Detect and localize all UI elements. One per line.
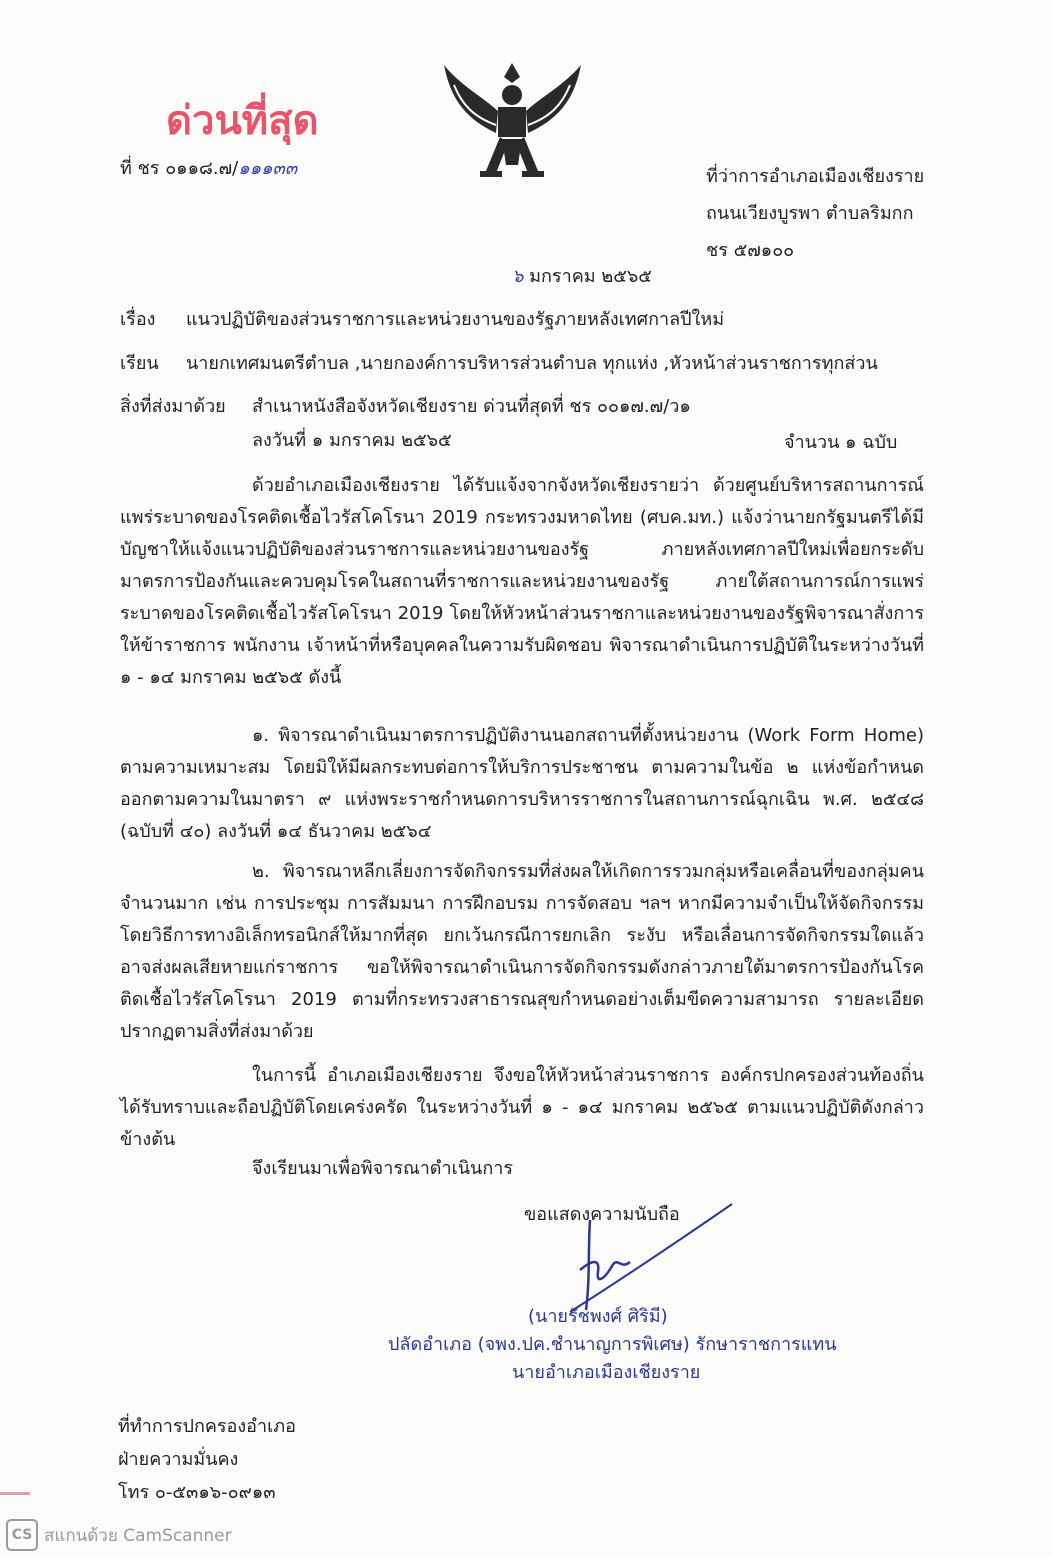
recipient-text: นายกเทศมนตรีตำบล ,นายกองค์การบริหารส่วนตำบล ทุกแห่ง ,หัวหน้าส่วนราชการทุกส่วน: [186, 353, 878, 374]
signatory-position: ปลัดอำเภอ (จพง.ปค.ชำนาญการพิเศษ) รักษาราชการแทน: [388, 1334, 837, 1355]
body-paragraph-4: [120, 1060, 924, 1156]
camscanner-logo-icon: CS: [6, 1519, 38, 1551]
camscanner-text: สแกนด้วย CamScanner: [44, 1525, 232, 1546]
enclosure-line-1: สำเนาหนังสือจังหวัดเชียงราย ด่วนที่สุดที่ ชร ๐๐๑๗.๗/ว๑: [252, 396, 691, 417]
signatory-title: นายอำเภอเมืองเชียงราย: [512, 1362, 701, 1383]
contact-office: ที่ทำการปกครองอำเภอ: [118, 1416, 296, 1437]
body-paragraph-1: [120, 470, 924, 694]
address-line: ถนนเวียงบูรพา ตำบลริมกก: [706, 203, 914, 224]
subject-text: แนวปฏิบัติของส่วนราชการและหน่วยงานของรัฐภายหลังเทศกาลปีใหม่: [186, 309, 725, 330]
document-number-handwritten: ๑๑๑๓๓: [238, 158, 298, 179]
camscanner-watermark: [6, 1519, 232, 1551]
enclosure-line-2: ลงวันที่ ๑ มกราคม ๒๕๖๕: [252, 430, 452, 451]
contact-phone: โทร ๐-๕๓๑๖-๐๙๑๓: [118, 1482, 276, 1503]
document-number-prefix: ที่ ชร ๐๑๑๘.๗/: [120, 158, 239, 179]
paragraph-text: ในการนี้ อำเภอเมืองเชียงราย จึงขอให้หัวหน้าส่วนราชการ องค์กรปกครองส่วนท้องถิ่นได้รับทราบและถือปฏิบัติโดยเคร่งครัด ในระหว่างวันที่ ๑ - ๑๔ มกราคม ๒๕๖๕ ตามแนวปฏิบัติดังกล่าวข้างต้น: [120, 1065, 924, 1150]
paragraph-text: ๑. พิจารณาดำเนินมาตรการปฏิบัติงานนอกสถานที่ตั้งหน่วยงาน (Work Form Home) ตามความเหมาะสม โดยมิให้มีผลกระทบต่อการให้บริการประชาชน ตามความในข้อ ๒ แห่งข้อกำหนดออกตามความในมาตรา ๙ แห่งพระราชกำหนดการบริหารราชการในสถานการณ์ฉุกเฉิน พ.ศ. ๒๕๔๘ (ฉบับที่ ๔๐) ลงวันที่ ๑๔ ธันวาคม ๒๕๖๔: [120, 725, 924, 842]
closing-phrase: ขอแสดงความนับถือ: [524, 1204, 680, 1225]
signatory-name: (นายรัชพงศ์ ศิริมี): [528, 1306, 668, 1327]
enclosure-label: สิ่งที่ส่งมาด้วย: [120, 396, 226, 417]
contact-block: [118, 1410, 296, 1509]
address-line: ที่ว่าการอำเภอเมืองเชียงราย: [706, 166, 925, 187]
subject-label: เรื่อง: [120, 309, 156, 330]
paragraph-text: จึงเรียนมาเพื่อพิจารณาดำเนินการ: [252, 1158, 514, 1179]
document-date: [512, 266, 652, 288]
date-day-handwritten: ๖: [512, 266, 524, 287]
address-line: ชร ๕๗๑๐๐: [706, 240, 795, 261]
recipient-label: เรียน: [120, 353, 159, 374]
date-month-year: มกราคม ๒๕๖๕: [529, 266, 652, 287]
body-paragraph-2: [120, 720, 924, 848]
sender-address: [706, 158, 924, 269]
body-paragraph-3: [120, 856, 924, 1048]
body-paragraph-5: [120, 1153, 924, 1185]
contact-division: ฝ่ายความมั่นคง: [118, 1449, 239, 1470]
enclosure-count: จำนวน ๑ ฉบับ: [784, 432, 898, 453]
paragraph-text: ๒. พิจารณาหลีกเลี่ยงการจัดกิจกรรมที่ส่งผลให้เกิดการรวมกลุ่มหรือเคลื่อนที่ของกลุ่มคนจำนวนมาก เช่น การประชุม การสัมมนา การฝึกอบรม การจัดสอบ ฯลฯ หากมีความจำเป็นให้จัดกิจกรรมโดยวิธีการทางอิเล็กทรอนิกส์ให้มากที่สุด ยกเว้นกรณีการยกเลิก ระงับ หรือเลื่อนการจัดกิจกรรมใดแล้วอาจส่งผลเสียหายแก่ราชการ ขอให้พิจารณาดำเนินการจัดกิจกรรมดังกล่าวภายใต้มาตรการป้องกันโรคติดเชื้อไวรัสโคโรนา 2019 ตามที่กระทรวงสาธารณสุขกำหนดอย่างเต็มขีดความสามารถ รายละเอียดปรากฏตามสิ่งที่ส่งมาด้วย: [120, 861, 924, 1042]
urgent-stamp: ด่วนที่สุด: [166, 97, 319, 144]
paragraph-text: ด้วยอำเภอเมืองเชียงราย ได้รับแจ้งจากจังหวัดเชียงรายว่า ด้วยศูนย์บริหารสถานการณ์แพร่ระบาดของโรคติดเชื้อไวรัสโคโรนา 2019 กระทรวงมหาดไทย (ศบค.มท.) แจ้งว่านายกรัฐมนตรีได้มีบัญชาให้แจ้งแนวปฏิบัติของส่วนราชการและหน่วยงานของรัฐ ภายหลังเทศกาลปีใหม่เพื่อยกระดับมาตรการป้องกันและควบคุมโรคในสถานที่ราชการและหน่วยงานของรัฐ ภายใต้สถานการณ์การแพร่ระบาดของโรคติดเชื้อไวรัสโคโรนา 2019 โดยให้หัวหน้าส่วนราชกาและหน่วยงานของรัฐพิจารณาสั่งการให้ข้าราชการ พนักงาน เจ้าหน้าที่หรือบุคคลในความรับผิดชอบ พิจารณาดำเนินการปฏิบัติในระหว่างวันที่ ๑ - ๑๔ มกราคม ๒๕๖๕ ดังนี้: [120, 475, 924, 688]
scan-edge-mark: [0, 1492, 30, 1495]
garuda-emblem-icon: [440, 55, 585, 190]
document-number: [120, 158, 297, 180]
